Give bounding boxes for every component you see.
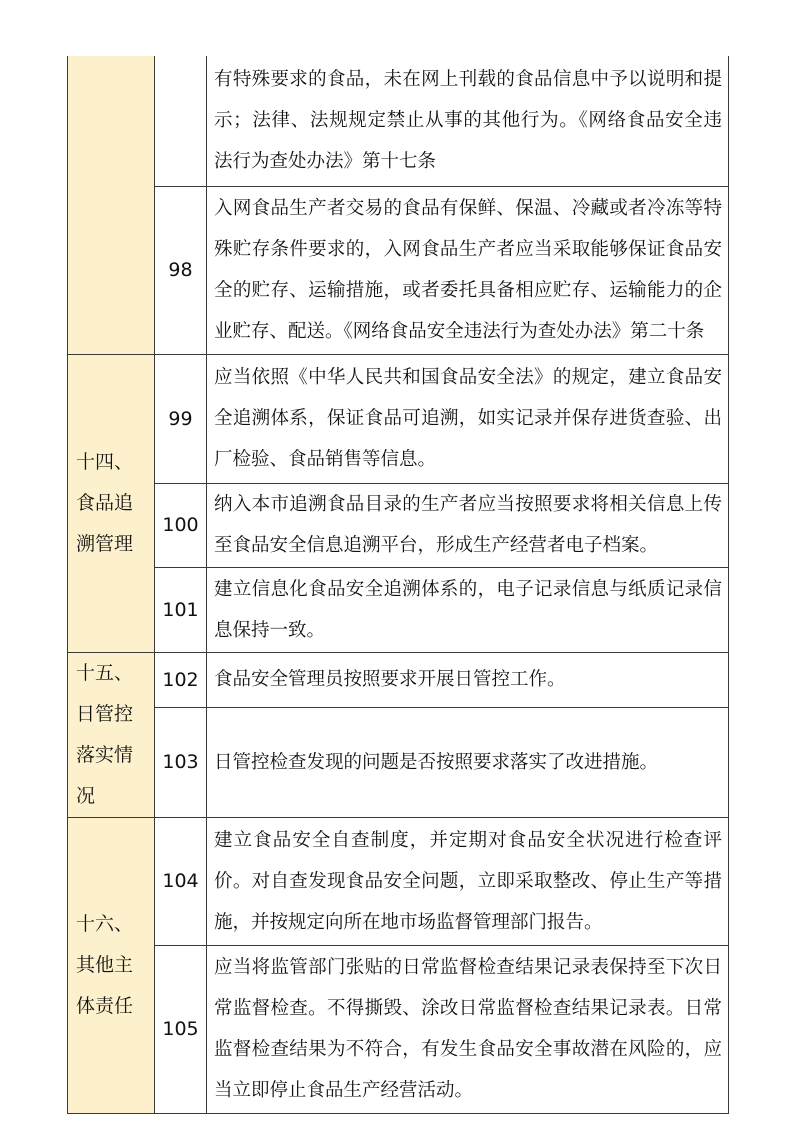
table-row [68, 56, 729, 186]
table-row [68, 354, 729, 483]
category-cell: 十六、其他主体责任 [68, 817, 155, 1113]
inspection-table [67, 56, 729, 1114]
table-row [68, 186, 729, 354]
item-number: 98 [155, 186, 207, 354]
item-number: 103 [155, 707, 207, 817]
category-cell: 十四、食品追溯管理 [68, 354, 155, 652]
item-text: 建立食品安全自查制度，并定期对食品安全状况进行检查评价。对自查发现食品安全问题，立即采取整改、停止生产等措施，并按规定向所在地市场监督管理部门报告。 [207, 817, 729, 945]
item-number: 104 [155, 817, 207, 945]
item-number: 101 [155, 567, 207, 652]
item-number: 99 [155, 354, 207, 483]
item-text: 有特殊要求的食品，未在网上刊载的食品信息中予以说明和提示；法律、法规规定禁止从事的其他行为。《网络食品安全违法行为查处办法》第十七条 [207, 56, 729, 186]
item-number: 102 [155, 652, 207, 707]
item-number: 100 [155, 483, 207, 567]
item-number: 105 [155, 945, 207, 1113]
table-row [68, 652, 729, 707]
table-row [68, 707, 729, 817]
item-text: 食品安全管理员按照要求开展日管控工作。 [207, 652, 729, 707]
table-row [68, 817, 729, 945]
item-text: 应当将监管部门张贴的日常监督检查结果记录表保持至下次日常监督检查。不得撕毁、涂改日常监督检查结果记录表。日常监督检查结果为不符合，有发生食品安全事故潜在风险的，应当立即停止食品生产经营活动。 [207, 945, 729, 1113]
table-row [68, 483, 729, 567]
item-text: 日管控检查发现的问题是否按照要求落实了改进措施。 [207, 707, 729, 817]
category-cell [68, 56, 155, 354]
item-text: 纳入本市追溯食品目录的生产者应当按照要求将相关信息上传至食品安全信息追溯平台，形成生产经营者电子档案。 [207, 483, 729, 567]
item-text: 应当依照《中华人民共和国食品安全法》的规定，建立食品安全追溯体系，保证食品可追溯，如实记录并保存进货查验、出厂检验、食品销售等信息。 [207, 354, 729, 483]
item-text: 建立信息化食品安全追溯体系的，电子记录信息与纸质记录信息保持一致。 [207, 567, 729, 652]
category-cell: 十五、日管控落实情况 [68, 652, 155, 817]
item-number [155, 56, 207, 186]
item-text: 入网食品生产者交易的食品有保鲜、保温、冷藏或者冷冻等特殊贮存条件要求的，入网食品生产者应当采取能够保证食品安全的贮存、运输措施，或者委托具备相应贮存、运输能力的企业贮存、配送。《网络食品安全违法行为查处办法》第二十条 [207, 186, 729, 354]
table-row [68, 945, 729, 1113]
table-row [68, 567, 729, 652]
